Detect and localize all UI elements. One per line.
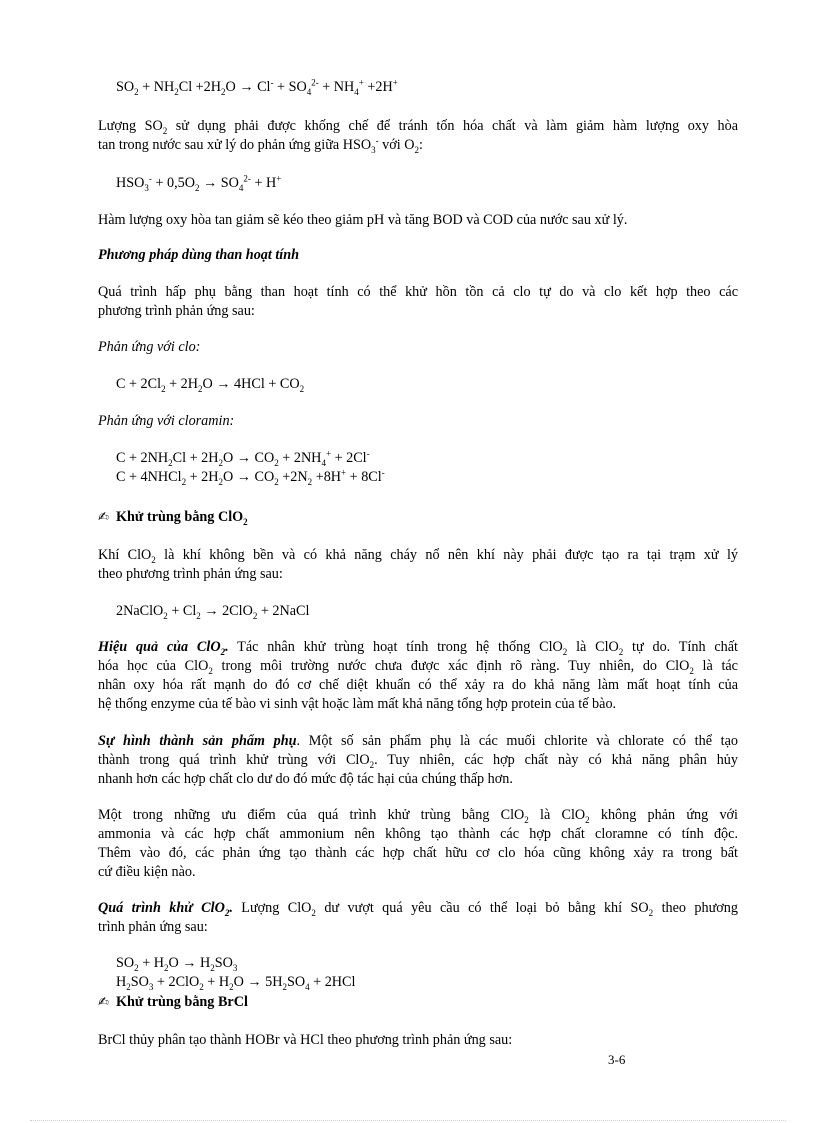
paragraph-clo2-line2: theo phương trình phản ứng sau:: [98, 566, 283, 582]
paragraph-clo2-line1: Khí ClO$_2$ là khí không bền và có khả năng cháy nổ nên khí này phải được tạo ra tại trạm xử lý: [98, 547, 738, 565]
paragraph-so2-line2: tan trong nước sau xử lý do phản ứng giữa $HSO_3^-$ với $O_2$:: [98, 135, 423, 155]
equation-so2-nh2cl: $SO_2 + NH_2Cl +2H_2O \to Cl^- + SO_4^{2-} + NH_4^+ +2H^+$: [116, 77, 398, 97]
section-brcl-disinfection: ✍ Khử trùng bằng BrCl: [98, 994, 248, 1010]
equation-so2-h2o: $SO_2 + H_2O \to H_2SO_3$: [116, 955, 238, 973]
equation-hso3: $HSO_3^- + 0,5O_2 \to SO_4^{2-} + H^+$: [116, 173, 282, 193]
paragraph-advantage-line2: ammonia và các hợp chất ammonium nên không tạo thành các hợp chất cloramne có tính độc.: [98, 826, 738, 842]
equation-carbon-nh2cl: $C + 2NH_2Cl + 2H_2O \to CO_2 + 2NH_4^+ + 2Cl^-$: [116, 448, 370, 468]
pencil-hand-icon: ✍: [98, 995, 109, 1010]
equation-h2so3-clo2: $H_2SO_3 + 2ClO_2 + H_2O \to 5H_2SO_4 + 2HCl$: [116, 974, 356, 992]
equation-carbon-chlorine: $C + 2Cl_2 + 2H_2O \to 4HCl + CO_2$: [116, 376, 305, 394]
paragraph-removal-line1: Quá trình khử ClO$_2$. Lượng ClO$_2$ dư vượt quá yêu cầu có thể loại bỏ bằng khí $SO_2$ theo phương: [98, 900, 738, 918]
paragraph-so2-line1: Lượng $SO_2$ sử dụng phải được khống chế để tránh tốn hóa chất và làm giảm hàm lượng oxy hòa: [98, 118, 738, 136]
paragraph-brcl: BrCl thủy phân tạo thành HOBr và HCl theo phương trình phản ứng sau:: [98, 1032, 513, 1048]
equation-carbon-nhcl2: C + 4NHCl$_2$ + $2H_2O \to CO_2 +2N_2 +8H^+ + 8Cl^-$: [116, 467, 385, 487]
paragraph-adsorption-line1: Quá trình hấp phụ bằng than hoạt tính có thể khử hồn tồn cả clo tự do và clo kết hợp theo các: [98, 284, 738, 300]
paragraph-oxygen: Hàm lượng oxy hòa tan giảm sẽ kéo theo giảm pH và tăng BOD và COD của nước sau xử lý.: [98, 212, 628, 228]
paragraph-removal-line2: trình phản ứng sau:: [98, 919, 208, 935]
heading-reaction-chlorine: Phản ứng với clo:: [98, 339, 201, 355]
paragraph-advantage-line4: cứ điều kiện nào.: [98, 864, 196, 880]
page-number: 3-6: [608, 1052, 626, 1067]
paragraph-byproducts-line1: Sự hình thành sản phẩm phụ. Một số sản phẩm phụ là các muối chlorite và chlorate có thể tạo: [98, 733, 738, 749]
paragraph-byproducts-line3: nhanh hơn các hợp chất clo dư do đó mức độ tác hại của chúng thấp hơn.: [98, 771, 513, 787]
heading-activated-carbon: Phương pháp dùng than hoạt tính: [98, 247, 300, 263]
equation-naclo2: 2NaClO$_2$ + $Cl_2 \to 2ClO_2$ + 2NaCl: [116, 603, 310, 621]
paragraph-advantage-line1: Một trong những ưu điểm của quá trình khử trùng bằng ClO$_2$ là ClO$_2$ không phản ứng với: [98, 807, 738, 825]
paragraph-effectiveness-line2: hóa học của ClO$_2$ trong môi trường nước chưa được xác định rõ ràng. Tuy nhiên, do ClO$_2$ là tác: [98, 658, 738, 676]
paragraph-byproducts-line2: thành trong quá trình khử trùng với ClO$_2$. Tuy nhiên, các hợp chất này có khả năng phân hủy: [98, 752, 738, 770]
paragraph-advantage-line3: Thêm vào đó, các phản ứng tạo thành các hợp chất hữu cơ clo hóa cũng không xảy ra trong bất: [98, 845, 738, 861]
pencil-hand-icon: ✍: [98, 510, 109, 525]
paragraph-effectiveness-line4: hệ thống enzyme của tế bào vi sinh vật hoặc làm mất khả năng tổng hợp protein của tế bào.: [98, 696, 617, 712]
section-clo2-disinfection: ✍ Khử trùng bằng ClO$_2$: [98, 509, 248, 527]
heading-reaction-chloramine: Phản ứng với cloramin:: [98, 413, 235, 429]
paragraph-adsorption-line2: phương trình phản ứng sau:: [98, 303, 255, 319]
page-bottom-rule: [30, 1120, 786, 1121]
paragraph-effectiveness-line3: nhân oxy hóa rất mạnh do đó cơ chế diệt khuẩn có thể xảy ra do khả năng làm mất hoạt tính của: [98, 677, 738, 693]
paragraph-effectiveness-line1: Hiệu quả của ClO$_2$. Tác nhân khử trùng hoạt tính trong hệ thống ClO$_2$ là ClO$_2$ tự do. Tính chất: [98, 639, 738, 657]
